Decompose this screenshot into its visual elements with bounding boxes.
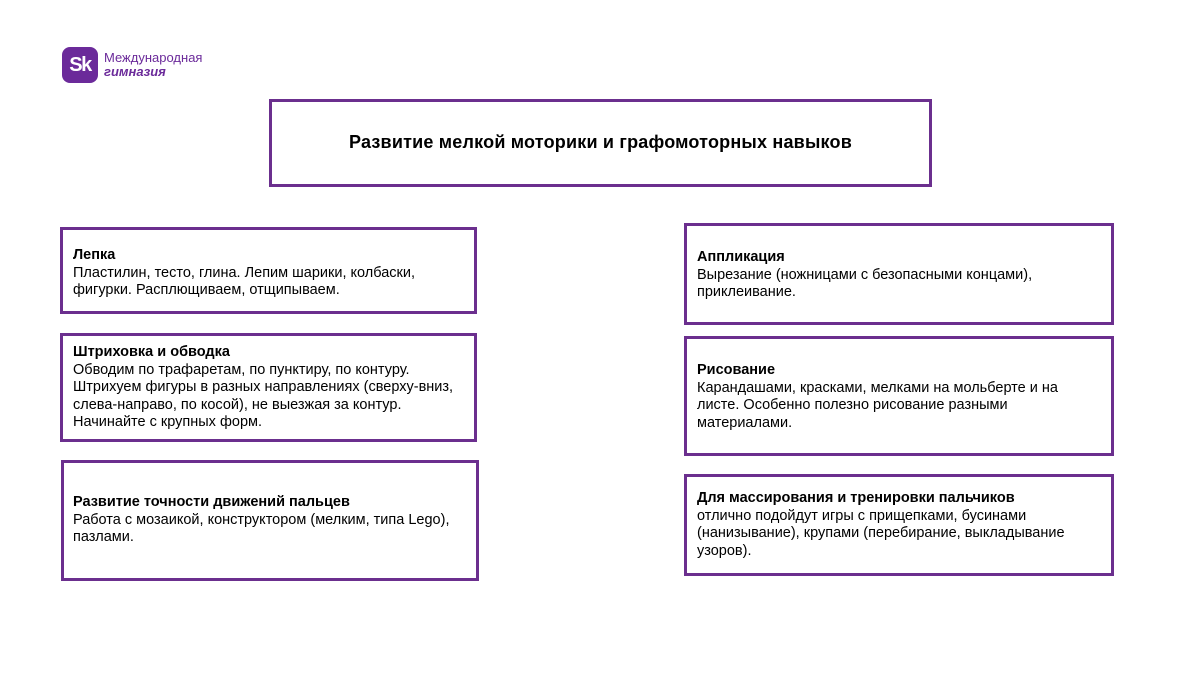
logo-line-1: Международная xyxy=(104,50,203,65)
card-title: Аппликация xyxy=(697,249,785,265)
card-lepka xyxy=(60,227,477,314)
card-title: Развитие точности движений пальцев xyxy=(73,494,350,510)
card-finger-massage xyxy=(684,474,1114,576)
sk-logo-icon: Sk xyxy=(62,47,98,83)
card-text: Пластилин, тесто, глина. Лепим шарики, колбаски, фигурки. Расплющиваем, отщипываем. xyxy=(73,264,415,298)
logo-line-2: гимназия xyxy=(104,64,166,79)
card-text: Карандашами, красками, мелками на мольберте и на листе. Особенно полезно рисование разными материалами. xyxy=(697,379,1058,431)
school-logo xyxy=(62,47,202,83)
card-application xyxy=(684,223,1114,325)
card-title: Штриховка и обводка xyxy=(73,344,230,360)
logo-text xyxy=(104,51,202,79)
card-text: Вырезание (ножницами с безопасными концами), приклеивание. xyxy=(697,266,1033,300)
card-text: Работа с мозаикой, конструктором (мелким, типа Lego), пазлами. xyxy=(73,511,450,545)
card-shading xyxy=(60,333,477,442)
page-title: Развитие мелкой моторики и графомоторных навыков xyxy=(269,99,932,187)
card-text: Обводим по трафаретам, по пунктиру, по контуру. Штрихуем фигуры в разных направлениях (сверху-вниз, слева-направо, по косой), не выезжая за контур. Начинайте с крупных форм. xyxy=(73,361,454,430)
card-title: Рисование xyxy=(697,362,776,378)
card-text: отлично подойдут игры с прищепками, бусинами (нанизывание), крупами (перебирание, выкладывание узоров). xyxy=(697,507,1065,559)
card-title: Лепка xyxy=(73,247,116,263)
card-title: Для массирования и тренировки пальчиков xyxy=(697,490,1015,506)
card-drawing xyxy=(684,336,1114,456)
card-finger-precision xyxy=(61,460,479,581)
